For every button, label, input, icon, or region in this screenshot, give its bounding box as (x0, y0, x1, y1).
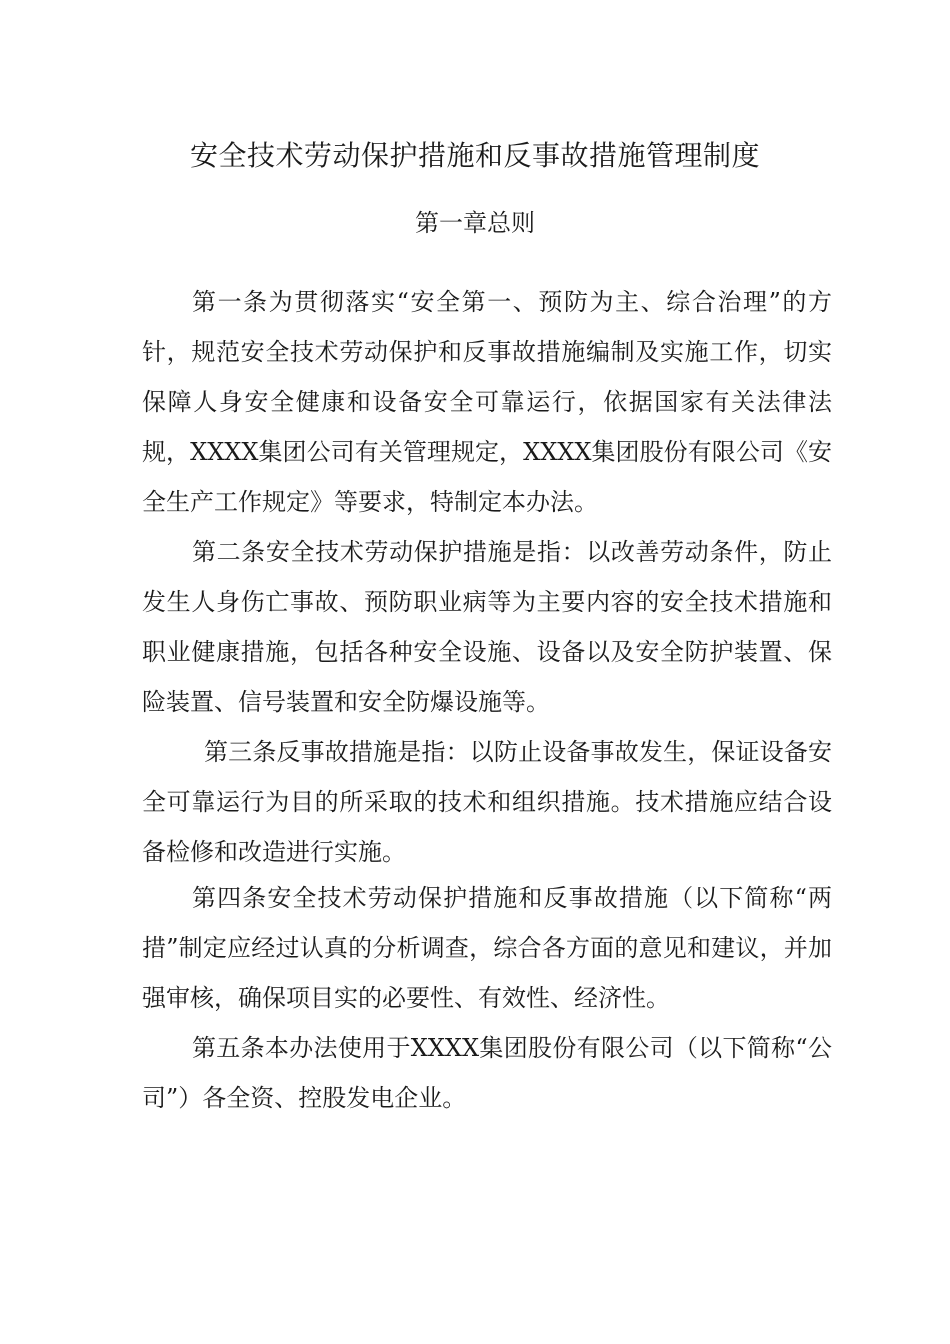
article-3-paragraph: 第三条反事故措施是指：以防止设备事故发生，保证设备安全可靠运行为目的所采取的技术和组织措施。技术措施应结合设备检修和改造进行实施。 (142, 738, 832, 866)
article-2-paragraph: 第二条安全技术劳动保护措施是指：以改善劳动条件，防止发生人身伤亡事故、预防职业病等为主要内容的安全技术措施和职业健康措施，包括各种安全设施、设备以及安全防护装置、保险装置、信号装置和安全防爆设施等。 (142, 538, 832, 716)
chapter-heading: 第一章总则 (415, 209, 535, 237)
document-title: 安全技术劳动保护措施和反事故措施管理制度 (189, 139, 760, 172)
article-5-paragraph: 第五条本办法使用于XXXX集团股份有限公司（以下简称“公司”）各全资、控股发电企业。 (142, 1034, 832, 1112)
article-1-paragraph: 第一条为贯彻落实“安全第一、预防为主、综合治理”的方针，规范安全技术劳动保护和反事故措施编制及实施工作，切实保障人身安全健康和设备安全可靠运行，依据国家有关法律法规，XXXX集团公司有关管理规定，XXXX集团股份有限公司《安全生产工作规定》等要求，特制定本办法。 (142, 288, 832, 516)
article-4-paragraph: 第四条安全技术劳动保护措施和反事故措施（以下简称“两措”制定应经过认真的分析调查，综合各方面的意见和建议，并加强审核，确保项目实的必要性、有效性、经济性。 (142, 884, 832, 1012)
